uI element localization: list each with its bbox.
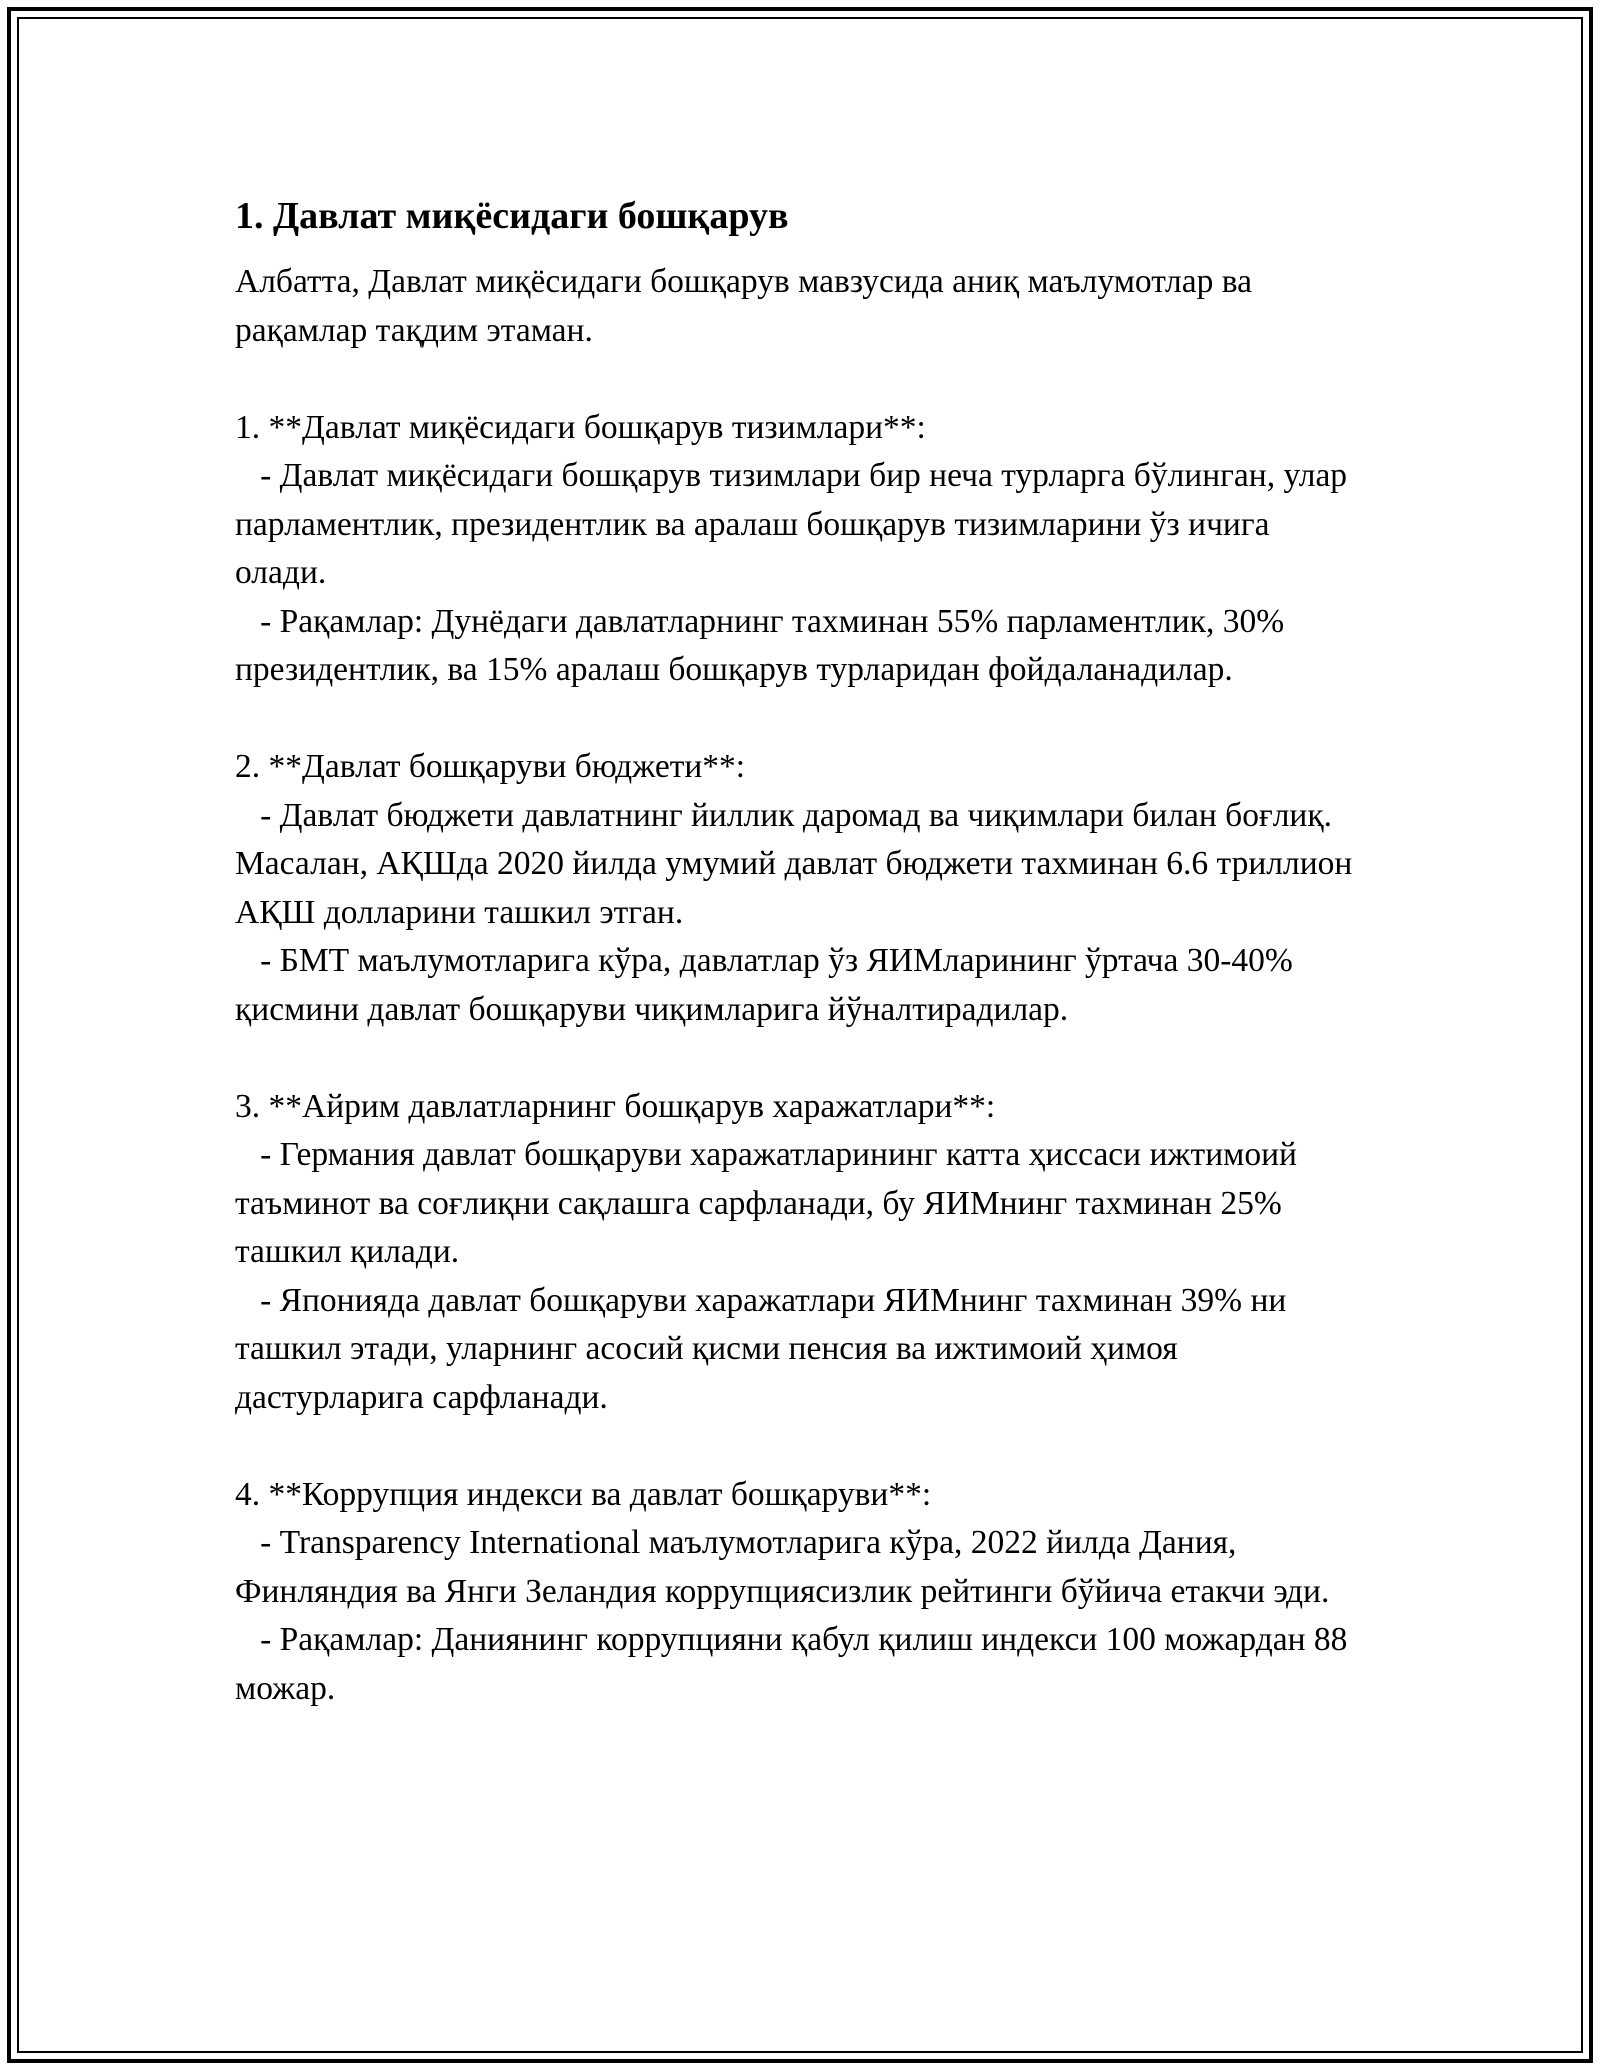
section-1-governance-systems: 1. **Давлат миқёсидаги бошқарув тизимлари**: - Давлат миқёсидаги бошқарув тизимлари бир неча турларга бўлинган, улар парламентлик, президентлик ва аралаш бошқарув тизимларини ўз ичига олади. - Рақамлар: Дунёдаги давлатларнинг тахминан 55% парламентлик, 30% президентлик, ва 15% аралаш бошқарув турларидан фойдаланадилар. xyxy=(235,408,1348,688)
document-body xyxy=(235,188,1365,1713)
intro-paragraph: Албатта, Давлат миқёсидаги бошқарув мавзусида аниқ маълумотлар ва рақамлар тақдим этаман. xyxy=(235,263,1261,349)
document-text xyxy=(235,258,1365,1713)
section-4-corruption-index: 4. **Коррупция индекси ва давлат бошқаруви**: - Transparency International маълумотларига кўра, 2022 йилда Дания, Финляндия ва Янги Зеландия коррупциясизлик рейтинги бўйича етакчи эди. - Рақамлар: Даниянинг коррупцияни қабул қилиш индекси 100 можардан 88 можар. xyxy=(235,1475,1348,1707)
section-2-government-budget: 2. **Давлат бошқаруви бюджети**: - Давлат бюджети давлатнинг йиллик даромад ва чиқимлари билан боғлиқ. Масалан, АҚШда 2020 йилда умумий давлат бюджети тахминан 6.6 триллион АҚШ долларини ташкил этган. - БМТ маълумотларига кўра, давлатлар ўз ЯИМларининг ўртача 30-40% қисмини давлат бошқаруви чиқимларига йўналтирадилар. xyxy=(235,748,1353,1028)
section-3-country-expenditures: 3. **Айрим давлатларнинг бошқарув харажатлари**: - Германия давлат бошқаруви харажатларининг катта ҳиссаси ижтимоий таъминот ва соғлиқни сақлашга сарфланади, бу ЯИМнинг тахминан 25% ташкил қилади. - Японияда давлат бошқаруви харажатлари ЯИМнинг тахминан 39% ни ташкил этади, уларнинг асосий қисми пенсия ва ижтимоий ҳимоя дастурларига сарфланади. xyxy=(235,1087,1297,1416)
document-heading: 1. Давлат миқёсидаги бошқарув xyxy=(235,195,789,237)
